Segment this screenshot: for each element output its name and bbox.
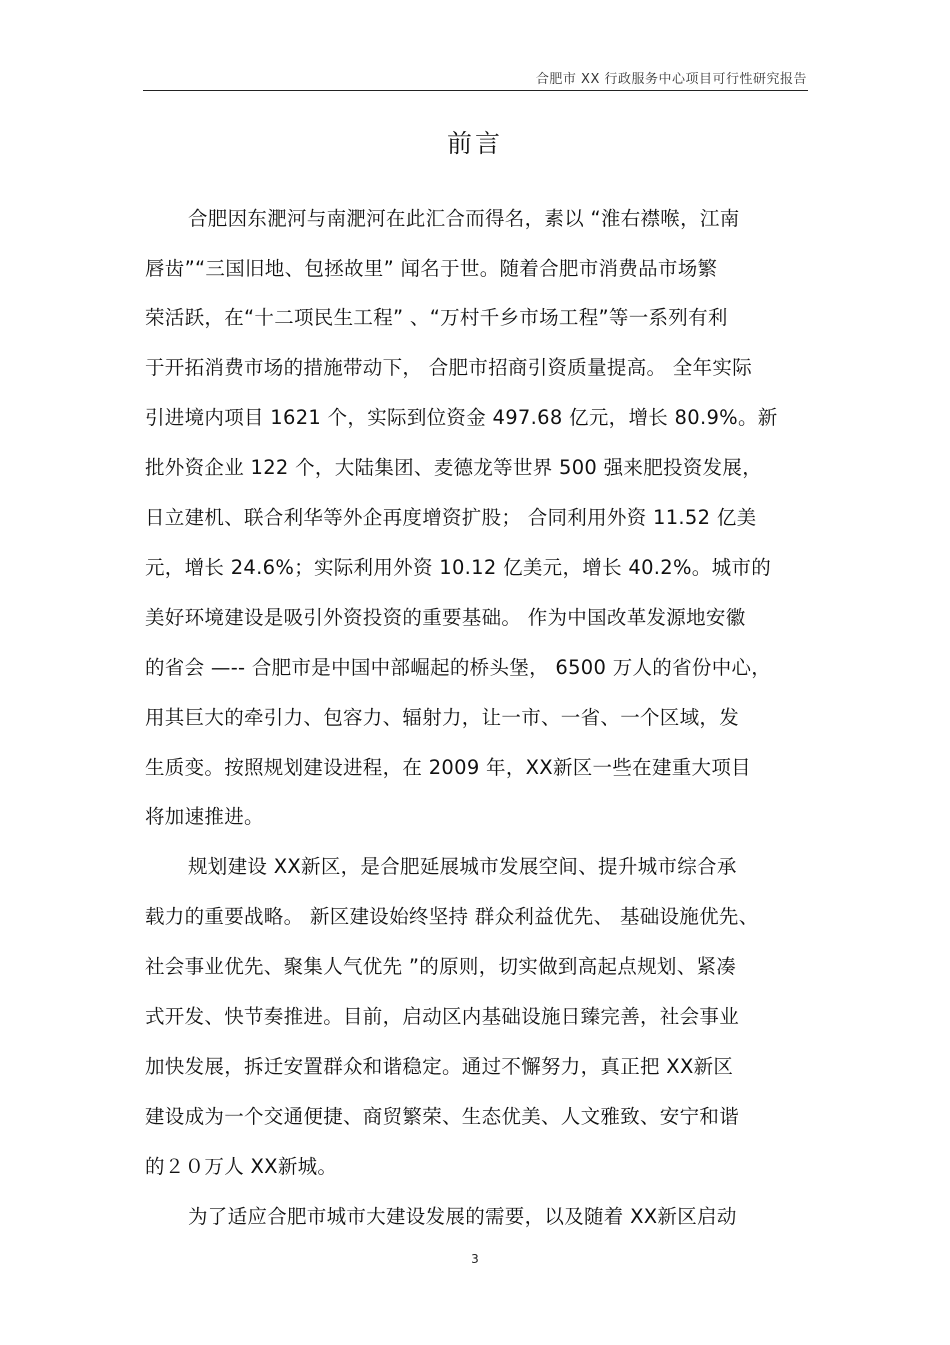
header-divider <box>143 90 808 91</box>
body-line: 式开发、快节奏推进。目前，启动区内基础设施日臻完善，社会事业 <box>145 1005 740 1028</box>
body-line: 唇齿”“三国旧地、包拯故里” 闻名于世。随着合肥市消费品市场繁 <box>145 257 718 280</box>
body-line: 批外资企业 122 个，大陆集团、麦德龙等世界 500 强来肥投资发展， <box>145 456 763 479</box>
body-line: 荣活跃，在“十二项民生工程” 、“万村千乡市场工程”等一系列有利 <box>145 306 728 329</box>
body-line: 的省会 —-- 合肥市是中国中部崛起的桥头堡， 6500 万人的省份中心， <box>145 656 772 679</box>
body-line: 为了适应合肥市城市大建设发展的需要，以及随着 XX新区启动 <box>188 1205 737 1228</box>
body-line: 日立建机、联合利华等外企再度增资扩股； 合同利用外资 11.52 亿美 <box>145 506 757 529</box>
body-line: 社会事业优先、聚集人气优先 ”的原则，切实做到高起点规划、紧凑 <box>145 955 737 978</box>
body-line: 将加速推进。 <box>145 805 264 828</box>
body-line: 的２０万人 XX新城。 <box>145 1155 338 1178</box>
body-line: 载力的重要战略。 新区建设始终坚持 群众利益优先、 基础设施优先、 <box>145 905 759 928</box>
body-line: 合肥因东淝河与南淝河在此汇合而得名，素以 “淮右襟喉，江南 <box>188 207 740 230</box>
body-line: 于开拓消费市场的措施带动下， 合肥市招商引资质量提高。 全年实际 <box>145 356 752 379</box>
running-header: 合肥市 XX 行政服务中心项目可行性研究报告 <box>535 72 807 87</box>
page-title: 前言 <box>446 129 503 158</box>
body-line: 用其巨大的牵引力、包容力、辐射力，让一市、一省、一个区域，发 <box>145 706 740 729</box>
body-line: 规划建设 XX新区，是合肥延展城市发展空间、提升城市综合承 <box>188 855 737 878</box>
body-line: 引进境内项目 1621 个，实际到位资金 497.68 亿元，增长 80.9%。新 <box>145 406 778 429</box>
body-line: 生质变。按照规划建设进程，在 2009 年，XX新区一些在建重大项目 <box>145 756 751 779</box>
body-line: 加快发展，拆迁安置群众和谐稳定。通过不懈努力，真正把 XX新区 <box>145 1055 734 1078</box>
body-line: 建设成为一个交通便捷、商贸繁荣、生态优美、人文雅致、安宁和谐 <box>145 1105 740 1128</box>
page-number: 3 <box>471 1252 479 1266</box>
body-line: 美好环境建设是吸引外资投资的重要基础。 作为中国改革发源地安徽 <box>145 606 746 629</box>
body-line: 元，增长 24.6%；实际利用外资 10.12 亿美元，增长 40.2%。城市的 <box>145 556 772 579</box>
